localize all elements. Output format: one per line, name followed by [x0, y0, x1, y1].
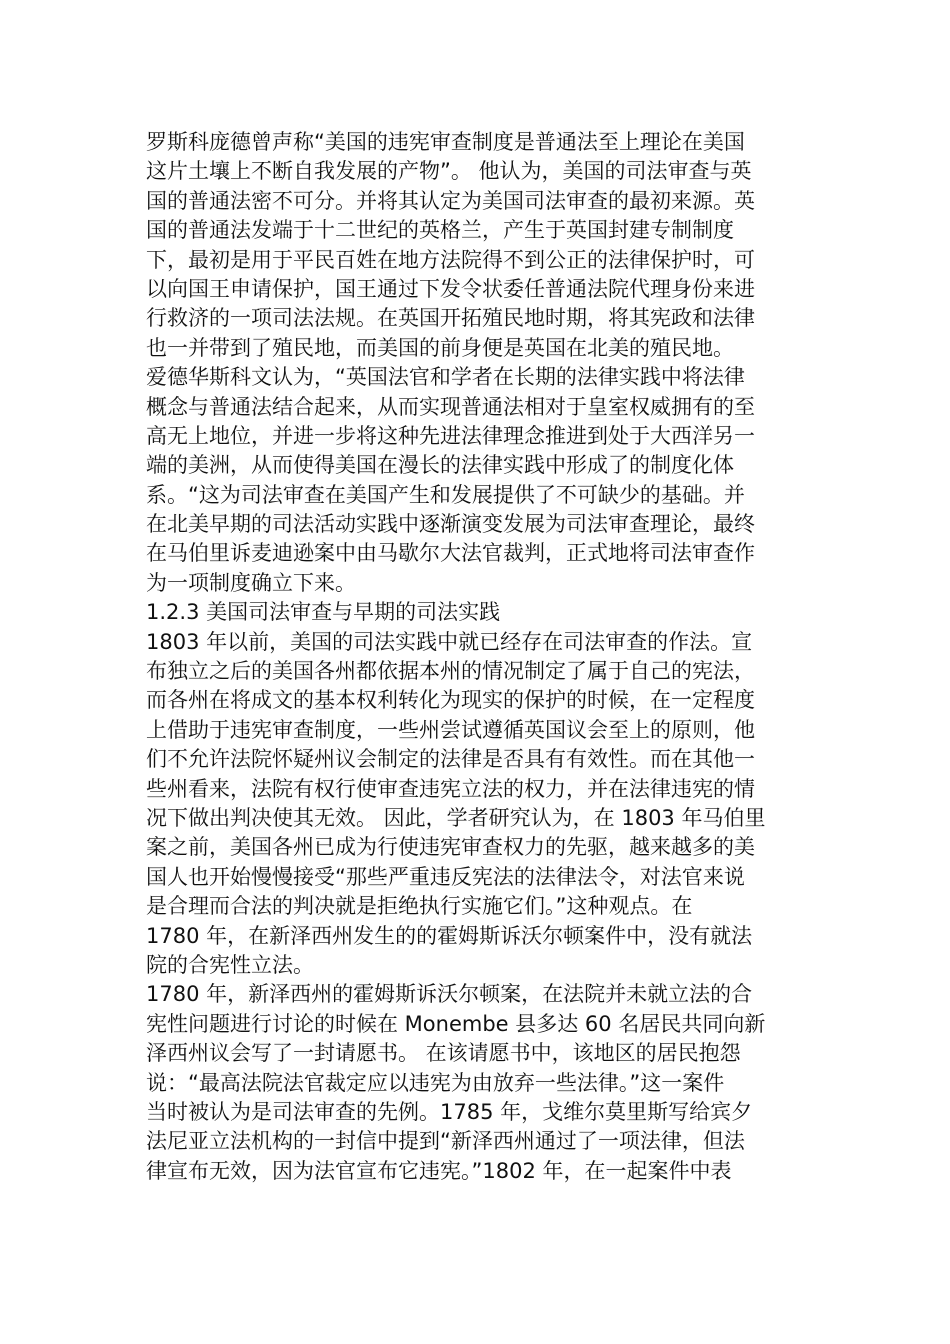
text-line: 泽西州议会写了一封请愿书。 在该请愿书中，该地区的居民抱怨 [146, 1041, 741, 1066]
text-line: 也一并带到了殖民地，而美国的前身便是英国在北美的殖民地。 [146, 335, 734, 360]
text-line: 行救济的一项司法法规。在英国开拓殖民地时期，将其宪政和法律 [146, 306, 755, 331]
text-line: 在马伯里诉麦迪逊案中由马歇尔大法官裁判，正式地将司法审查作 [146, 541, 755, 566]
text-line: 国的普通法发端于十二世纪的英格兰，产生于英国封建专制制度 [146, 218, 734, 243]
text-line: 案之前，美国各州已成为行使违宪审查权力的先驱，越来越多的美 [146, 835, 755, 860]
text-line: 律宣布无效，因为法官宣布它违宪。”1802 年，在一起案件中表 [146, 1158, 732, 1183]
text-line: 概念与普通法结合起来，从而实现普通法相对于皇室权威拥有的至 [146, 394, 755, 419]
text-line: 些州看来，法院有权行使审查违宪立法的权力，并在法律违宪的情 [146, 776, 755, 801]
text-line: 而各州在将成文的基本权利转化为现实的保护的时候，在一定程度 [146, 688, 755, 713]
text-line: 国人也开始慢慢接受“那些严重违反宪法的法律法令，对法官来说 [146, 864, 745, 889]
text-line: 为一项制度确立下来。 [146, 570, 356, 595]
text-line: 端的美洲，从而使得美国在漫长的法律实践中形成了的制度化体 [146, 453, 734, 478]
section-heading: 1.2.3 美国司法审查与早期的司法实践 [146, 600, 501, 625]
text-line: 是合理而合法的判决就是拒绝执行实施它们。”这种观点。在 [146, 894, 693, 919]
text-line: 说：“最高法院法官裁定应以违宪为由放弃一些法律。”这一案件 [146, 1070, 725, 1095]
text-line: 这片土壤上不断自我发展的产物”。 他认为，美国的司法审查与英 [146, 159, 752, 184]
text-line: 1803 年以前，美国的司法实践中就已经存在司法审查的作法。宣 [146, 629, 753, 654]
text-line: 宪性问题进行讨论的时候在 Monembe 县多达 60 名居民共同向新 [146, 1011, 766, 1036]
text-line: 系。“这为司法审查在美国产生和发展提供了不可缺少的基础。并 [146, 482, 745, 507]
text-line: 当时被认为是司法审查的先例。1785 年，戈维尔莫里斯写给宾夕 [146, 1099, 753, 1124]
text-line: 以向国王申请保护，国王通过下发令状委任普通法院代理身份来进 [146, 276, 755, 301]
text-line: 况下做出判决使其无效。 因此，学者研究认为，在 1803 年马伯里 [146, 805, 766, 830]
text-line: 们不允许法院怀疑州议会制定的法律是否具有有效性。而在其他一 [146, 747, 755, 772]
text-line: 1780 年，在新泽西州发生的的霍姆斯诉沃尔顿案件中，没有就法 [146, 923, 753, 948]
text-line: 爱德华斯科文认为，“英国法官和学者在长期的法律实践中将法律 [146, 365, 745, 390]
text-line: 高无上地位，并进一步将这种先进法律理念推进到处于大西洋另一 [146, 423, 755, 448]
text-line: 1780 年，新泽西州的霍姆斯诉沃尔顿案，在法院并未就立法的合 [146, 982, 753, 1007]
text-line: 布独立之后的美国各州都依据本州的情况制定了属于自己的宪法， [146, 659, 755, 684]
text-line: 法尼亚立法机构的一封信中提到“新泽西州通过了一项法律，但法 [146, 1129, 745, 1154]
text-line: 院的合宪性立法。 [146, 952, 314, 977]
text-line: 在北美早期的司法活动实践中逐渐演变发展为司法审查理论，最终 [146, 512, 755, 537]
document-body [146, 128, 806, 1186]
text-line: 国的普通法密不可分。并将其认定为美国司法审查的最初来源。英 [146, 188, 755, 213]
text-line: 罗斯科庞德曾声称“美国的违宪审查制度是普通法至上理论在美国 [146, 130, 745, 154]
text-line: 下，最初是用于平民百姓在地方法院得不到公正的法律保护时，可 [146, 247, 755, 272]
text-line: 上借助于违宪审查制度，一些州尝试遵循英国议会至上的原则，他 [146, 717, 755, 742]
